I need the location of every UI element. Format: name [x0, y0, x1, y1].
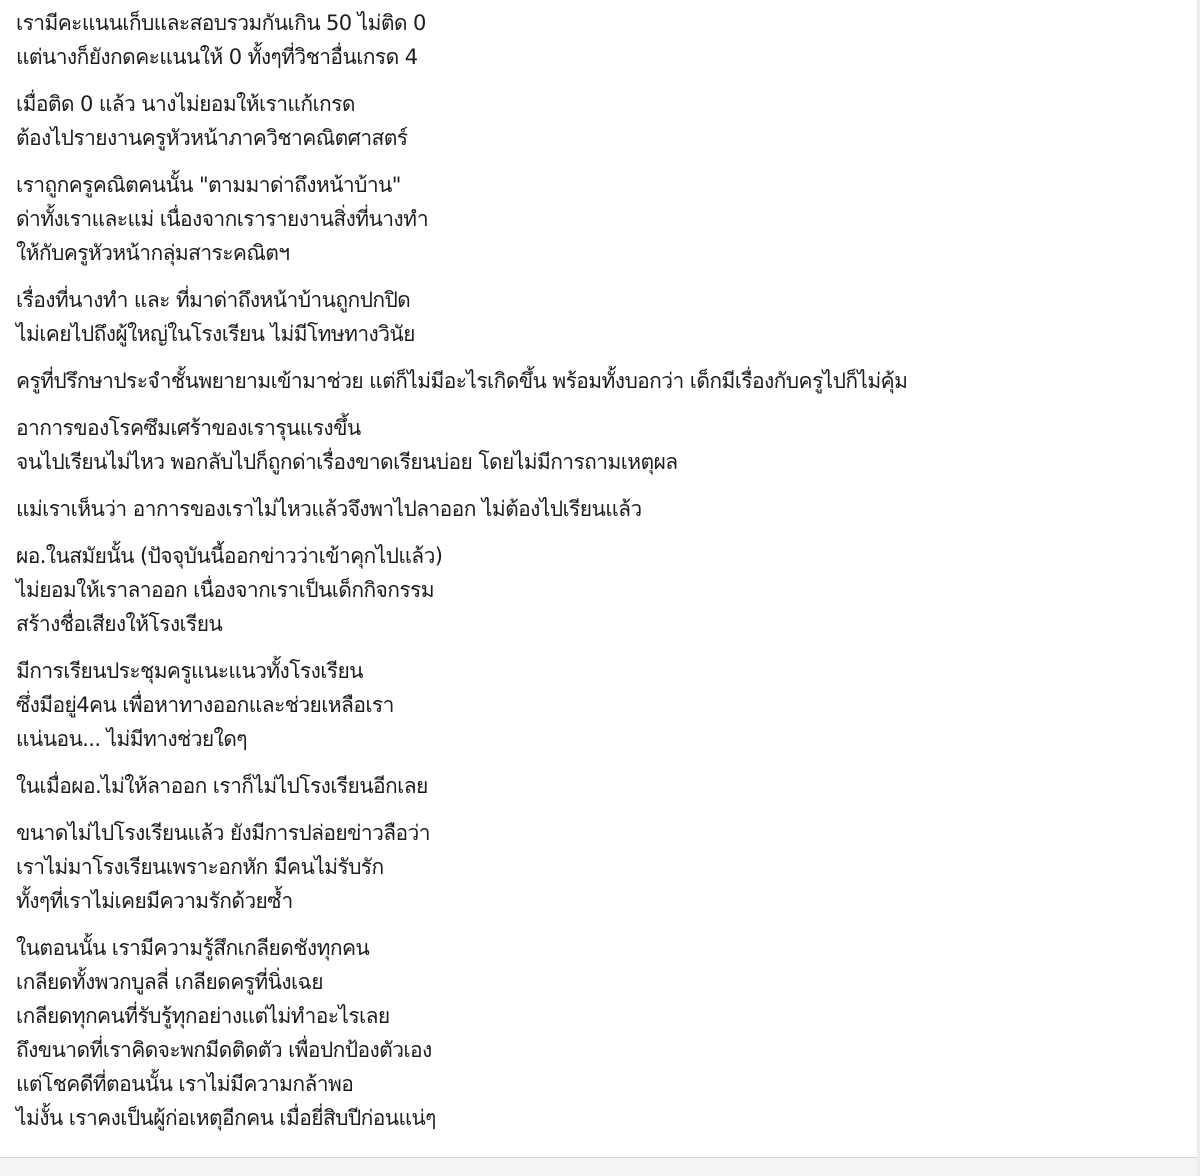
post-text-line: เกลียดทุกคนที่รับรู้ทุกอย่างแต่ไม่ทำอะไรเลย — [16, 1004, 390, 1028]
post-text-line: เราถูกครูคณิตคนนั้น "ตามมาด่าถึงหน้าบ้าน" — [16, 173, 401, 197]
post-text-line: เกลียดทั้งพวกบูลลี่ เกลียดครูที่นิ่งเฉย — [16, 970, 323, 994]
post-paragraph — [16, 654, 1186, 756]
post-text-line: ผอ.ในสมัยนั้น (ปัจจุบันนี้ออกข่าวว่าเข้าคุกไปแล้ว) — [16, 544, 443, 568]
post-paragraph — [16, 87, 1186, 155]
post-paragraph — [16, 168, 1186, 270]
post-text-line: ไม่ยอมให้เราลาออก เนื่องจากเราเป็นเด็กกิจกรรม — [16, 578, 434, 602]
post-text-line: ให้กับครูหัวหน้ากลุ่มสาระคณิตฯ — [16, 241, 290, 265]
post-paragraph — [16, 539, 1186, 641]
post-text-line: อาการของโรคซึมเศร้าของเรารุนแรงขึ้น — [16, 416, 361, 440]
post-text-line: สร้างชื่อเสียงให้โรงเรียน — [16, 612, 223, 636]
post-text-line: เรื่องที่นางทำ และ ที่มาด่าถึงหน้าบ้านถูกปกปิด — [16, 288, 411, 312]
post-text-line: ขนาดไม่ไปโรงเรียนแล้ว ยังมีการปล่อยข่าวลือว่า — [16, 821, 430, 845]
post-text-line: ซึ่งมีอยู่4คน เพื่อหาทางออกและช่วยเหลือเรา — [16, 693, 394, 717]
post-text-line: เราไม่มาโรงเรียนเพราะอกหัก มีคนไม่รับรัก — [16, 855, 384, 879]
post-text-line: มีการเรียนประชุมครูแนะแนวทั้งโรงเรียน — [16, 659, 363, 683]
post-paragraph — [16, 283, 1186, 351]
post-text-line: ในเมื่อผอ.ไม่ให้ลาออก เราก็ไม่ไปโรงเรียนอีกเลย — [16, 774, 428, 798]
post-paragraph — [16, 816, 1186, 918]
post-paragraph — [16, 364, 1186, 398]
post-text-line: แม่เราเห็นว่า อาการของเราไม่ไหวแล้วจึงพาไปลาออก ไม่ต้องไปเรียนแล้ว — [16, 497, 642, 521]
post-text-line: เมื่อติด 0 แล้ว นางไม่ยอมให้เราแก้เกรด — [16, 92, 355, 116]
post-text-line: ไม่งั้น เราคงเป็นผู้ก่อเหตุอีกคน เมื่อยี่สิบปีก่อนแน่ๆ — [16, 1106, 436, 1130]
post-paragraph — [16, 411, 1186, 479]
post-text-line: แต่นางก็ยังกดคะแนนให้ 0 ทั้งๆที่วิชาอื่นเกรด 4 — [16, 45, 418, 69]
post-text-line: เรามีคะแนนเก็บและสอบรวมกันเกิน 50 ไม่ติด 0 — [16, 11, 426, 35]
post-text-line: ในตอนนั้น เรามีความรู้สึกเกลียดชังทุกคน — [16, 936, 370, 960]
bottom-strip — [0, 1158, 1200, 1176]
post-text-line: ครูที่ปรึกษาประจำชั้นพยายามเข้ามาช่วย แต่ก็ไม่มีอะไรเกิดขึ้น พร้อมทั้งบอกว่า เด็กมีเรื่องกับครูไปก็ไม่คุ้ม — [16, 369, 908, 393]
post-text-line: จนไปเรียนไม่ไหว พอกลับไปก็ถูกด่าเรื่องขาดเรียนบ่อย โดยไม่มีการถามเหตุผล — [16, 450, 678, 474]
post-paragraph — [16, 931, 1186, 1135]
post-text-line: ต้องไปรายงานครูหัวหน้าภาควิชาคณิตศาสตร์ — [16, 126, 408, 150]
post-paragraph — [16, 492, 1186, 526]
post-text-line: ไม่เคยไปถึงผู้ใหญ่ในโรงเรียน ไม่มีโทษทางวินัย — [16, 322, 415, 346]
post-text-line: ถึงขนาดที่เราคิดจะพกมีดติดตัว เพื่อปกป้องตัวเอง — [16, 1038, 432, 1062]
post-paragraph — [16, 769, 1186, 803]
post-text-line: แน่นอน... ไม่มีทางช่วยใดๆ — [16, 727, 247, 751]
post-text-line: ทั้งๆที่เราไม่เคยมีความรักด้วยซ้ำ — [16, 889, 293, 913]
post-body — [16, 6, 1186, 1148]
post-text-line: ด่าทั้งเราและแม่ เนื่องจากเรารายงานสิ่งที่นางทำ — [16, 207, 429, 231]
post-paragraph — [16, 6, 1186, 74]
post-text-line: แต่โชคดีที่ตอนนั้น เราไม่มีความกล้าพอ — [16, 1072, 354, 1096]
